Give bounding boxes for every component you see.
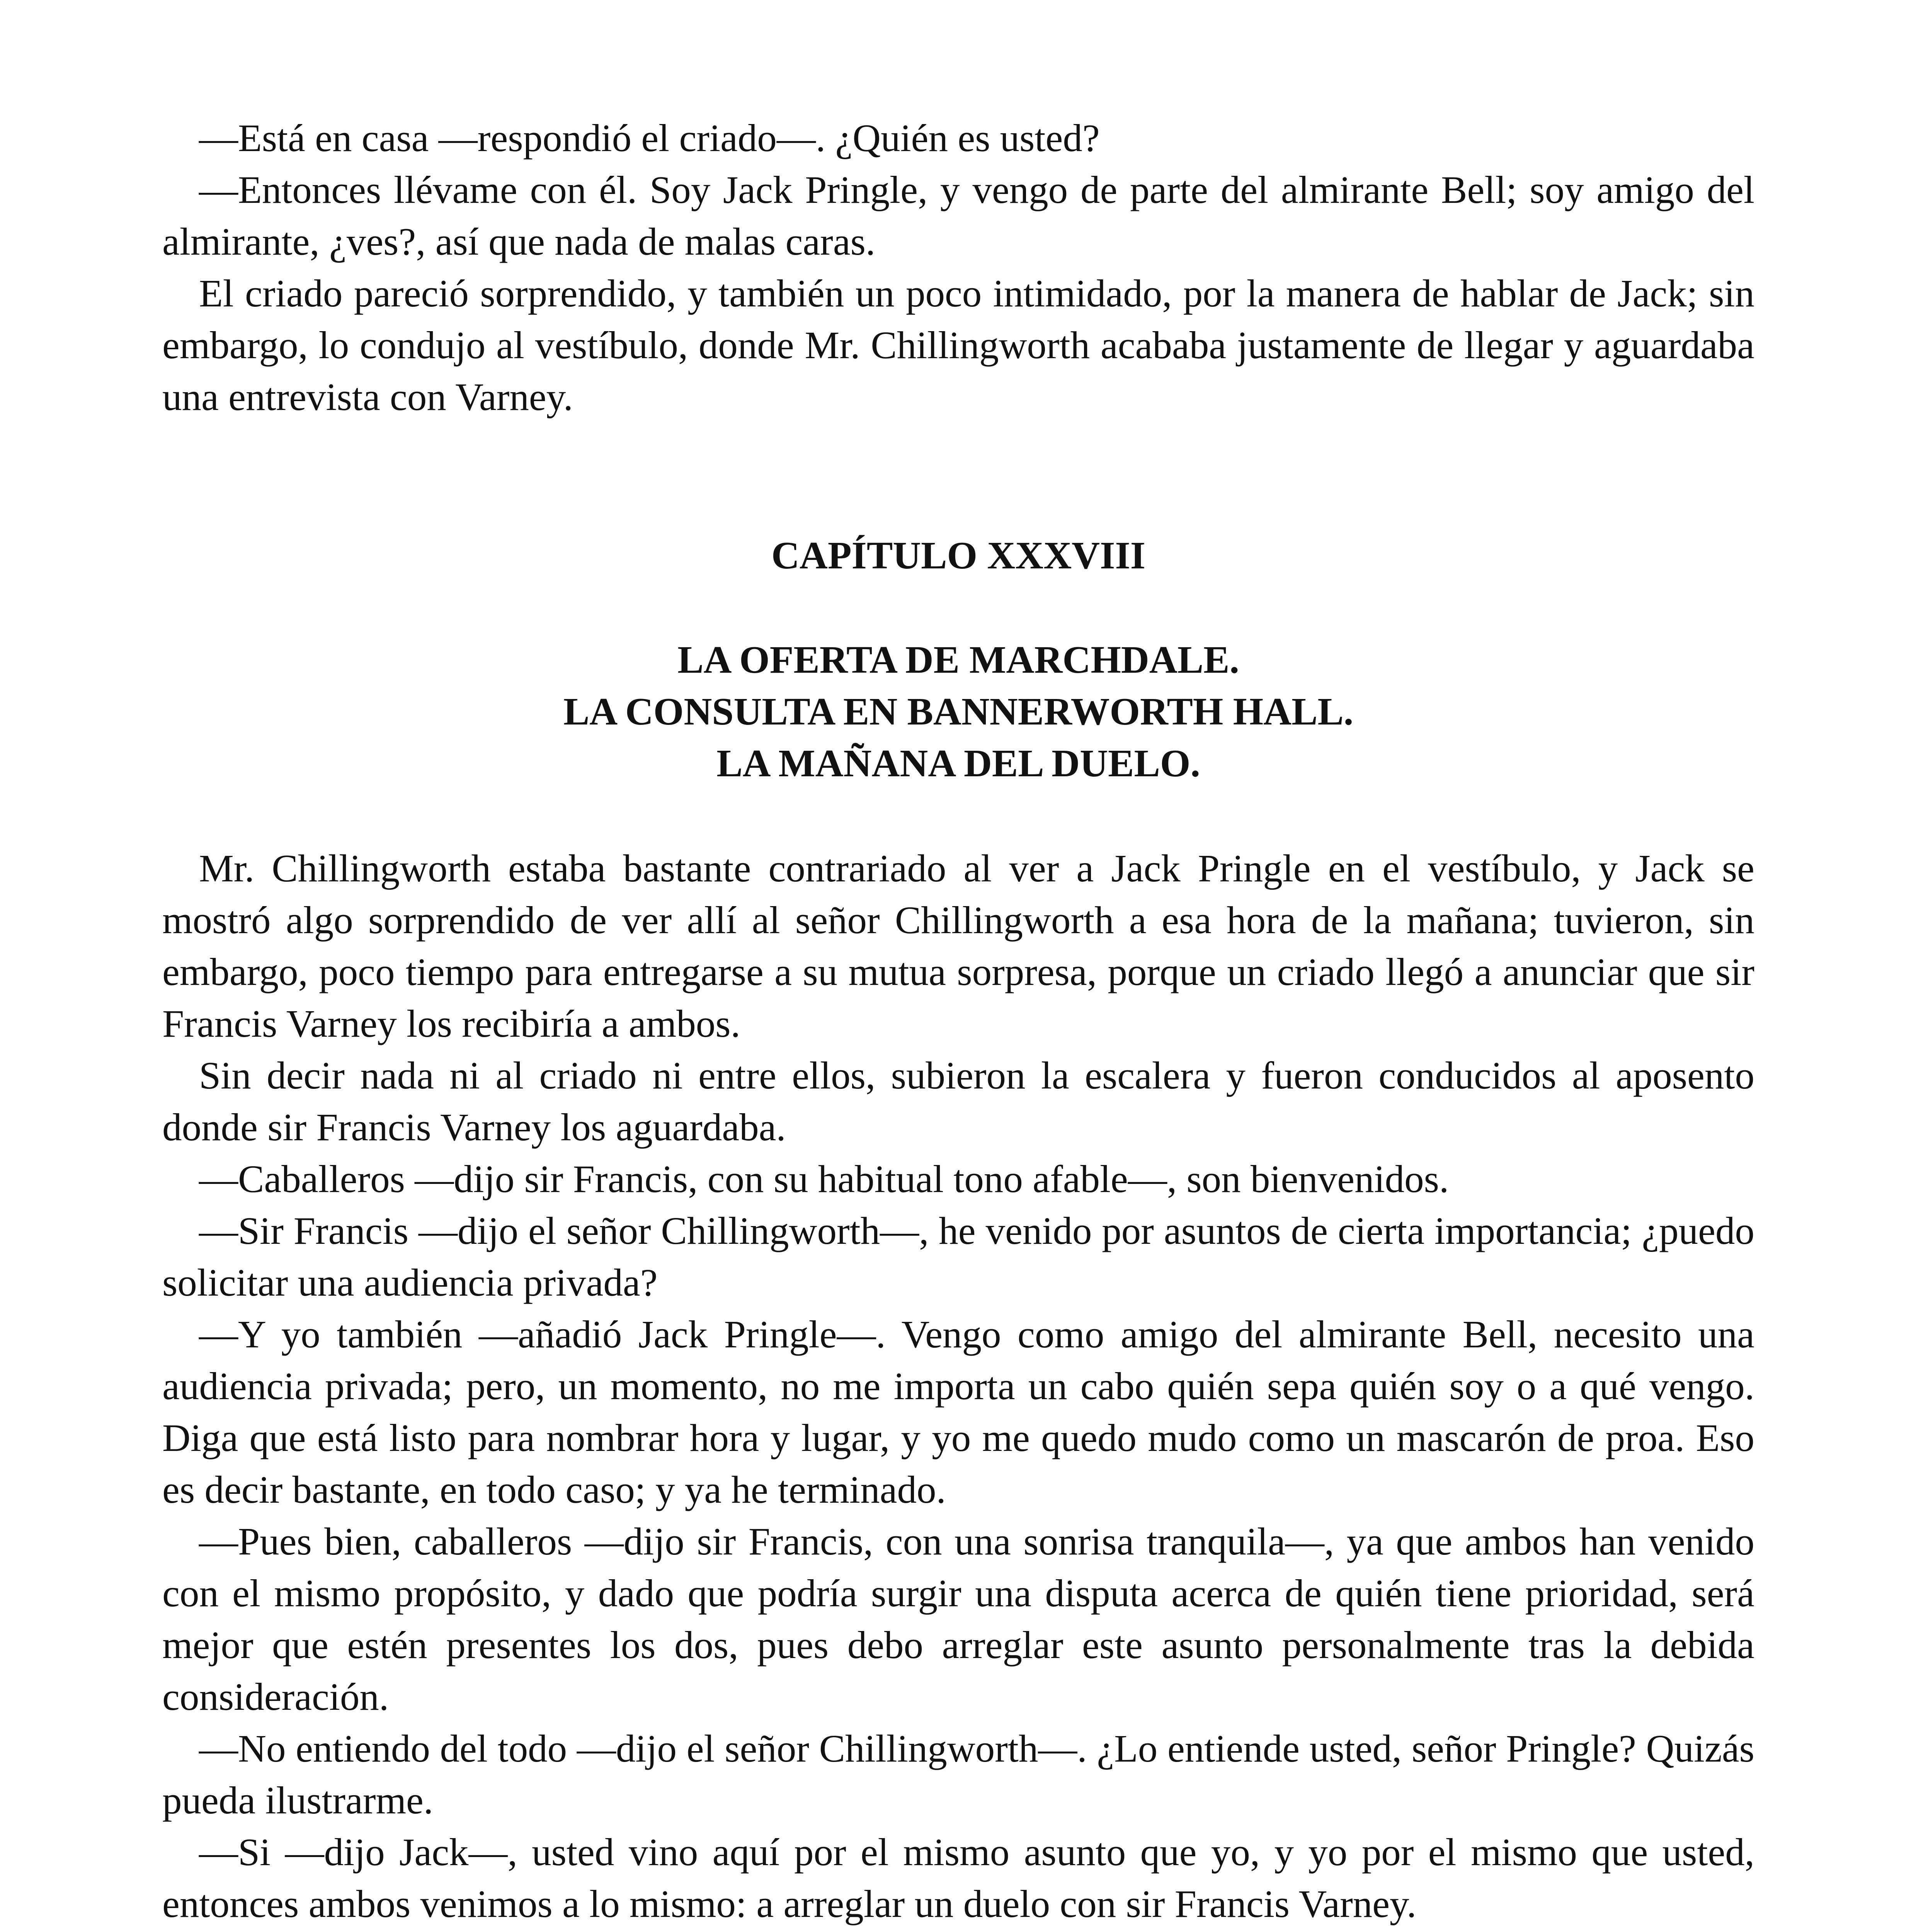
paragraph: —Sir Francis —dijo el señor Chillingworth—, he venido por asuntos de cierta importancia; ¿puedo solicitar una audiencia privada? (162, 1209, 1754, 1304)
chapter-subtitle: LA CONSULTA EN BANNERWORTH HALL. (563, 690, 1354, 733)
paragraph: Mr. Chillingworth estaba bastante contrariado al ver a Jack Pringle en el vestíbulo, y Jack se mostró algo sorprendido de ver allí al señor Chillingworth a esa hora de la mañana; tuvieron, sin embargo, poco tiempo para entregarse a su mutua sorpresa, porque un criado llegó a anunciar que sir Francis Varney los recibiría a ambos. (162, 847, 1754, 1045)
paragraph: —Y yo también —añadió Jack Pringle—. Vengo como amigo del almirante Bell, necesito una audiencia privada; pero, un momento, no me importa un cabo quién sepa quién soy o a qué vengo. Diga que está listo para nombrar hora y lugar, y yo me quedo mudo como un mascarón de proa. Eso es decir bastante, en todo caso; y ya he terminado. (162, 1313, 1754, 1511)
paragraph: —Pues bien, caballeros —dijo sir Francis, con una sonrisa tranquila—, ya que ambos han venido con el mismo propósito, y dado que podría surgir una disputa acerca de quién tiene prioridad, será mejor que estén presentes los dos, pues debo arreglar este asunto personalmente tras la debida consideración. (162, 1520, 1754, 1718)
chapter-subtitle: LA OFERTA DE MARCHDALE. (677, 638, 1239, 681)
top-text-block (162, 112, 1754, 423)
paragraph: —Caballeros —dijo sir Francis, con su habitual tono afable—, son bienvenidos. (199, 1157, 1449, 1201)
paragraph: Sin decir nada ni al criado ni entre ellos, subieron la escalera y fueron conducidos al aposento donde sir Francis Varney los aguardaba. (162, 1054, 1754, 1149)
paragraph: —Está en casa —respondió el criado—. ¿Quién es usted? (199, 116, 1100, 160)
paragraph: —Entonces llévame con él. Soy Jack Pringle, y vengo de parte del almirante Bell; soy amigo del almirante, ¿ves?, así que nada de malas caras. (162, 168, 1754, 263)
paragraph: El criado pareció sorprendido, y también un poco intimidado, por la manera de hablar de Jack; sin embargo, lo condujo al vestíbulo, donde Mr. Chillingworth acababa justamente de llegar y aguardaba una entrevista con Varney. (162, 272, 1754, 418)
chapter-subtitles (162, 634, 1754, 789)
paragraph: —No entiendo del todo —dijo el señor Chillingworth—. ¿Lo entiende usted, señor Pringle? Quizás pueda ilustrarme. (162, 1727, 1754, 1822)
paragraph (162, 1930, 1754, 1932)
chapter-subtitle: LA MAÑANA DEL DUELO. (716, 742, 1200, 785)
chapter-number: CAPÍTULO XXXVIII (771, 534, 1146, 577)
body-text-block (162, 842, 1754, 1932)
paragraph: —Si —dijo Jack—, usted vino aquí por el mismo asunto que yo, y yo por el mismo que usted, entonces ambos venimos a lo mismo: a arreglar un duelo con sir Francis Varney. (162, 1830, 1754, 1925)
